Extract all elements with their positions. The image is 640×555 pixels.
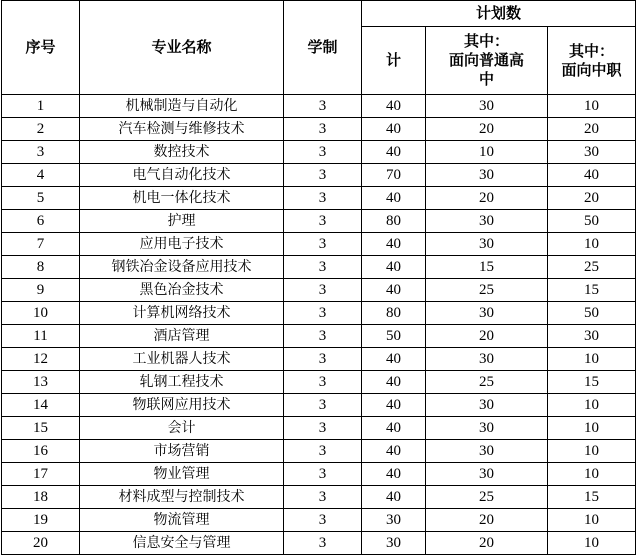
cell-years: 3: [284, 256, 362, 279]
table-row: [2, 141, 636, 164]
cell-total: 40: [362, 141, 426, 164]
cell-years: 3: [284, 279, 362, 302]
table-row: [2, 95, 636, 118]
cell-major-name: 黑色冶金技术: [80, 279, 284, 302]
cell-major-name: 物业管理: [80, 463, 284, 486]
cell-seq: 17: [2, 463, 80, 486]
cell-total: 40: [362, 486, 426, 509]
cell-general: 30: [426, 440, 548, 463]
table-row: [2, 279, 636, 302]
header-general-line3: 中: [478, 70, 494, 88]
table-row: [2, 463, 636, 486]
cell-total: 50: [362, 325, 426, 348]
cell-seq: 11: [2, 325, 80, 348]
cell-vocational: 10: [548, 233, 636, 256]
cell-vocational: 10: [548, 532, 636, 555]
cell-major-name: 护理: [80, 210, 284, 233]
cell-major-name: 机械制造与自动化: [80, 95, 284, 118]
cell-vocational: 50: [548, 302, 636, 325]
cell-total: 70: [362, 164, 426, 187]
cell-total: 80: [362, 210, 426, 233]
cell-vocational: 10: [548, 440, 636, 463]
cell-total: 40: [362, 95, 426, 118]
cell-seq: 7: [2, 233, 80, 256]
cell-years: 3: [284, 486, 362, 509]
cell-seq: 3: [2, 141, 80, 164]
cell-years: 3: [284, 348, 362, 371]
cell-seq: 5: [2, 187, 80, 210]
cell-vocational: 25: [548, 256, 636, 279]
table-row: [2, 371, 636, 394]
cell-total: 40: [362, 440, 426, 463]
table-row: [2, 509, 636, 532]
cell-vocational: 10: [548, 417, 636, 440]
cell-major-name: 物流管理: [80, 509, 284, 532]
cell-general: 30: [426, 463, 548, 486]
table-row: [2, 532, 636, 555]
table-row: [2, 302, 636, 325]
cell-years: 3: [284, 210, 362, 233]
cell-total: 40: [362, 348, 426, 371]
cell-general: 20: [426, 187, 548, 210]
cell-general: 25: [426, 486, 548, 509]
cell-vocational: 40: [548, 164, 636, 187]
table-header: [2, 1, 636, 95]
cell-vocational: 10: [548, 394, 636, 417]
table-body: [2, 95, 636, 555]
cell-years: 3: [284, 394, 362, 417]
cell-years: 3: [284, 532, 362, 555]
table-row: [2, 440, 636, 463]
cell-seq: 16: [2, 440, 80, 463]
header-plan-group: 计划数: [362, 1, 636, 27]
table-row: [2, 118, 636, 141]
header-name: 专业名称: [80, 1, 284, 95]
cell-seq: 9: [2, 279, 80, 302]
cell-seq: 20: [2, 532, 80, 555]
cell-years: 3: [284, 141, 362, 164]
cell-seq: 10: [2, 302, 80, 325]
cell-years: 3: [284, 95, 362, 118]
cell-seq: 15: [2, 417, 80, 440]
table-row: [2, 486, 636, 509]
cell-major-name: 数控技术: [80, 141, 284, 164]
cell-seq: 4: [2, 164, 80, 187]
cell-vocational: 20: [548, 118, 636, 141]
cell-years: 3: [284, 118, 362, 141]
cell-major-name: 轧钢工程技术: [80, 371, 284, 394]
cell-total: 40: [362, 233, 426, 256]
cell-general: 20: [426, 509, 548, 532]
table-row: [2, 417, 636, 440]
table-row: [2, 233, 636, 256]
cell-years: 3: [284, 440, 362, 463]
header-seq: 序号: [2, 1, 80, 95]
cell-seq: 12: [2, 348, 80, 371]
table-row: [2, 394, 636, 417]
cell-general: 30: [426, 210, 548, 233]
cell-general: 10: [426, 141, 548, 164]
enrollment-plan-table: [1, 0, 636, 555]
cell-total: 30: [362, 509, 426, 532]
cell-general: 30: [426, 95, 548, 118]
table-row: [2, 164, 636, 187]
cell-total: 30: [362, 532, 426, 555]
cell-general: 20: [426, 118, 548, 141]
cell-years: 3: [284, 371, 362, 394]
cell-major-name: 电气自动化技术: [80, 164, 284, 187]
cell-vocational: 30: [548, 325, 636, 348]
cell-years: 3: [284, 187, 362, 210]
cell-major-name: 市场营销: [80, 440, 284, 463]
cell-total: 40: [362, 118, 426, 141]
cell-general: 30: [426, 348, 548, 371]
cell-seq: 6: [2, 210, 80, 233]
table-row: [2, 210, 636, 233]
cell-total: 40: [362, 394, 426, 417]
cell-total: 40: [362, 187, 426, 210]
cell-general: 20: [426, 532, 548, 555]
header-general: [426, 27, 548, 95]
cell-vocational: 10: [548, 95, 636, 118]
cell-seq: 8: [2, 256, 80, 279]
cell-years: 3: [284, 233, 362, 256]
header-vocational: [548, 27, 636, 95]
table-row: [2, 256, 636, 279]
cell-years: 3: [284, 302, 362, 325]
cell-years: 3: [284, 164, 362, 187]
cell-major-name: 应用电子技术: [80, 233, 284, 256]
cell-total: 40: [362, 371, 426, 394]
table-row: [2, 325, 636, 348]
cell-seq: 2: [2, 118, 80, 141]
cell-total: 40: [362, 463, 426, 486]
cell-vocational: 15: [548, 279, 636, 302]
cell-vocational: 15: [548, 486, 636, 509]
cell-seq: 13: [2, 371, 80, 394]
header-years: 学制: [284, 1, 362, 95]
cell-major-name: 汽车检测与维修技术: [80, 118, 284, 141]
cell-general: 30: [426, 302, 548, 325]
cell-vocational: 10: [548, 509, 636, 532]
cell-vocational: 30: [548, 141, 636, 164]
cell-general: 15: [426, 256, 548, 279]
cell-seq: 1: [2, 95, 80, 118]
header-general-line2: 面向普通高: [448, 51, 524, 69]
cell-vocational: 10: [548, 463, 636, 486]
cell-total: 40: [362, 256, 426, 279]
cell-seq: 19: [2, 509, 80, 532]
cell-general: 30: [426, 164, 548, 187]
cell-vocational: 20: [548, 187, 636, 210]
cell-major-name: 计算机网络技术: [80, 302, 284, 325]
cell-major-name: 工业机器人技术: [80, 348, 284, 371]
cell-general: 25: [426, 279, 548, 302]
cell-major-name: 物联网应用技术: [80, 394, 284, 417]
header-general-line1: 其中：: [463, 32, 509, 50]
cell-vocational: 15: [548, 371, 636, 394]
cell-years: 3: [284, 463, 362, 486]
cell-total: 40: [362, 417, 426, 440]
cell-years: 3: [284, 509, 362, 532]
cell-vocational: 50: [548, 210, 636, 233]
header-vocational-line1: 其中：: [568, 41, 614, 60]
cell-general: 25: [426, 371, 548, 394]
cell-major-name: 会计: [80, 417, 284, 440]
cell-years: 3: [284, 417, 362, 440]
table-row: [2, 348, 636, 371]
cell-general: 30: [426, 394, 548, 417]
table-row: [2, 187, 636, 210]
cell-total: 40: [362, 279, 426, 302]
cell-seq: 18: [2, 486, 80, 509]
cell-seq: 14: [2, 394, 80, 417]
header-vocational-line2: 面向中职: [561, 60, 622, 79]
cell-major-name: 机电一体化技术: [80, 187, 284, 210]
cell-general: 20: [426, 325, 548, 348]
cell-major-name: 钢铁冶金设备应用技术: [80, 256, 284, 279]
cell-major-name: 酒店管理: [80, 325, 284, 348]
cell-years: 3: [284, 325, 362, 348]
cell-vocational: 10: [548, 348, 636, 371]
cell-major-name: 材料成型与控制技术: [80, 486, 284, 509]
header-total: 计: [362, 27, 426, 95]
cell-general: 30: [426, 233, 548, 256]
cell-major-name: 信息安全与管理: [80, 532, 284, 555]
cell-total: 80: [362, 302, 426, 325]
cell-general: 30: [426, 417, 548, 440]
